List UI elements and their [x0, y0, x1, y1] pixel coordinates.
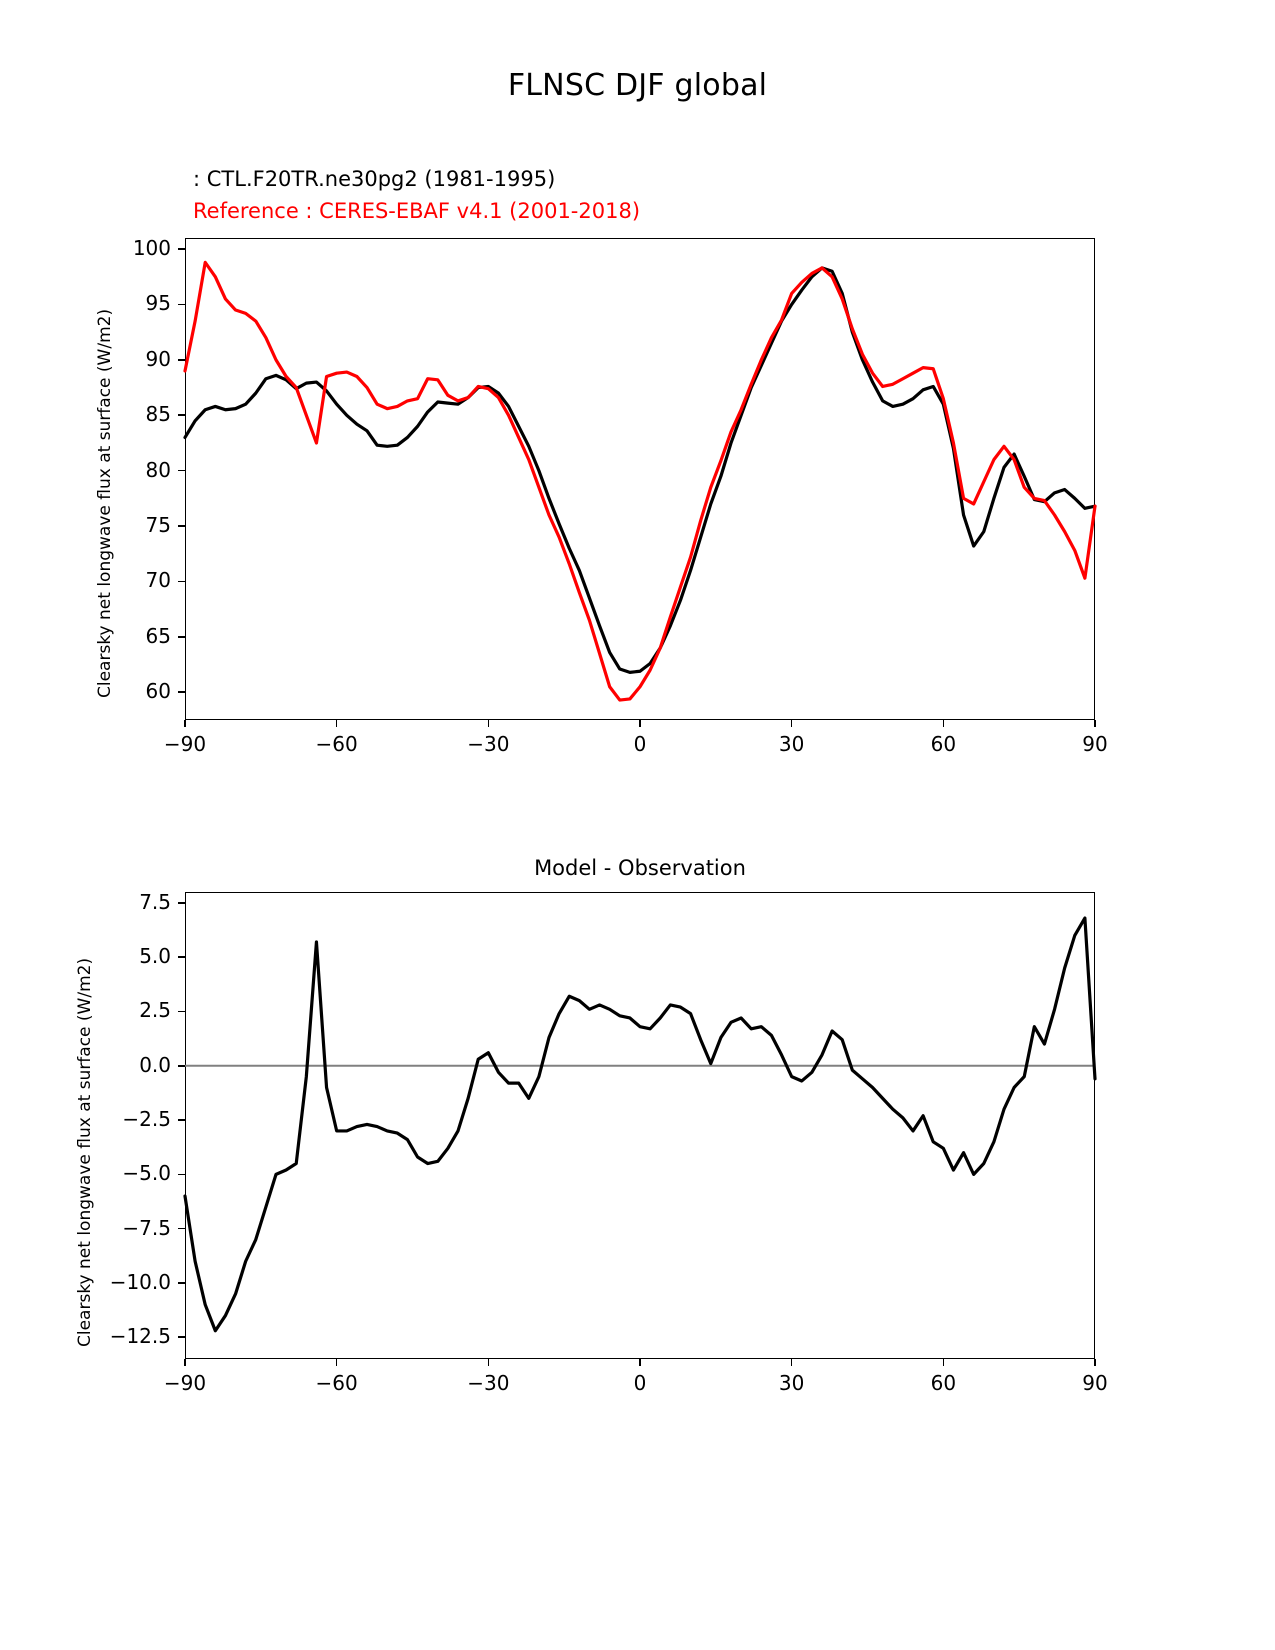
panel2-ylabel: Clearsky net longwave flux at surface (W/m2) [75, 957, 95, 1347]
x-tickmark [488, 720, 490, 727]
x-tickmark [639, 1359, 641, 1366]
x-tickmark [336, 1359, 338, 1366]
legend-model-entry: : CTL.F20TR.ne30pg2 (1981-1995) [193, 167, 556, 191]
y-tick-label: 75 [145, 513, 171, 538]
y-tickmark [178, 691, 185, 693]
y-tick-label: −5.0 [122, 1161, 171, 1186]
y-tickmark [178, 359, 185, 361]
x-tickmark [943, 720, 945, 727]
panel2-curves [185, 892, 1095, 1359]
y-tick-label: 65 [145, 623, 171, 648]
panel-model-minus-observation [75, 856, 1108, 1395]
x-tick-label: 90 [1082, 1371, 1108, 1395]
y-tick-label: 2.5 [139, 998, 171, 1023]
x-tick-label: 30 [778, 1371, 805, 1395]
x-tick-label: 30 [778, 732, 805, 756]
y-tickmark [178, 248, 185, 250]
x-tick-label: 60 [930, 732, 957, 756]
legend [193, 163, 640, 227]
x-tickmark [336, 720, 338, 727]
x-tick-label: −90 [163, 1371, 207, 1395]
y-tick-label: 85 [145, 402, 171, 427]
y-tickmark [178, 581, 185, 583]
x-tick-label: −90 [163, 732, 207, 756]
panel1-ylabel: Clearsky net longwave flux at surface (W/m2) [95, 308, 115, 698]
y-tick-label: 70 [145, 568, 171, 593]
panel-zonal-mean [95, 236, 1108, 756]
panel1-curves [185, 238, 1095, 720]
x-tick-label: −60 [315, 732, 358, 756]
panel2-title: Model - Observation [534, 856, 746, 880]
page-title: FLNSC DJF global [507, 68, 768, 103]
y-tick-label: −10.0 [109, 1269, 171, 1294]
y-tick-label: 0.0 [139, 1052, 171, 1077]
y-tick-label: 7.5 [139, 889, 171, 914]
x-tickmark [184, 720, 186, 727]
y-tickmark [178, 304, 185, 306]
x-tick-label: −60 [315, 1371, 358, 1395]
y-tick-label: −2.5 [122, 1107, 171, 1132]
x-tickmark [791, 720, 793, 727]
x-tickmark [791, 1359, 793, 1366]
x-tick-label: 90 [1082, 732, 1108, 756]
x-tickmark [488, 1359, 490, 1366]
y-tick-label: 95 [145, 291, 171, 316]
y-tickmark [178, 470, 185, 472]
y-tick-label: 100 [132, 236, 171, 261]
x-tickmark [1094, 1359, 1096, 1366]
x-tick-label: −30 [467, 1371, 510, 1395]
y-tick-label: 5.0 [139, 944, 171, 969]
y-tickmark [178, 525, 185, 527]
x-tickmark [639, 720, 641, 727]
legend-reference-entry: Reference : CERES-EBAF v4.1 (2001-2018) [193, 199, 641, 223]
y-tickmark [178, 1065, 185, 1067]
y-tickmark [178, 1011, 185, 1013]
y-tick-label: −12.5 [109, 1324, 171, 1349]
x-tickmark [1094, 720, 1096, 727]
y-tickmark [178, 956, 185, 958]
y-tickmark [178, 636, 185, 638]
y-tickmark [178, 1282, 185, 1284]
y-tick-label: 90 [145, 346, 171, 371]
x-tickmark [943, 1359, 945, 1366]
y-tickmark [178, 1228, 185, 1230]
y-tickmark [178, 1119, 185, 1121]
x-tick-label: 0 [633, 732, 647, 756]
x-tickmark [184, 1359, 186, 1366]
y-tick-label: 80 [145, 457, 171, 482]
x-tick-label: 60 [930, 1371, 957, 1395]
y-tickmark [178, 414, 185, 416]
x-tick-label: 0 [633, 1371, 647, 1395]
y-tickmark [178, 902, 185, 904]
series-line-0 [185, 918, 1095, 1331]
y-tickmark [178, 1336, 185, 1338]
y-tick-label: −7.5 [122, 1215, 171, 1240]
y-tick-label: 60 [145, 679, 171, 704]
x-tick-label: −30 [467, 732, 510, 756]
y-tickmark [178, 1174, 185, 1176]
